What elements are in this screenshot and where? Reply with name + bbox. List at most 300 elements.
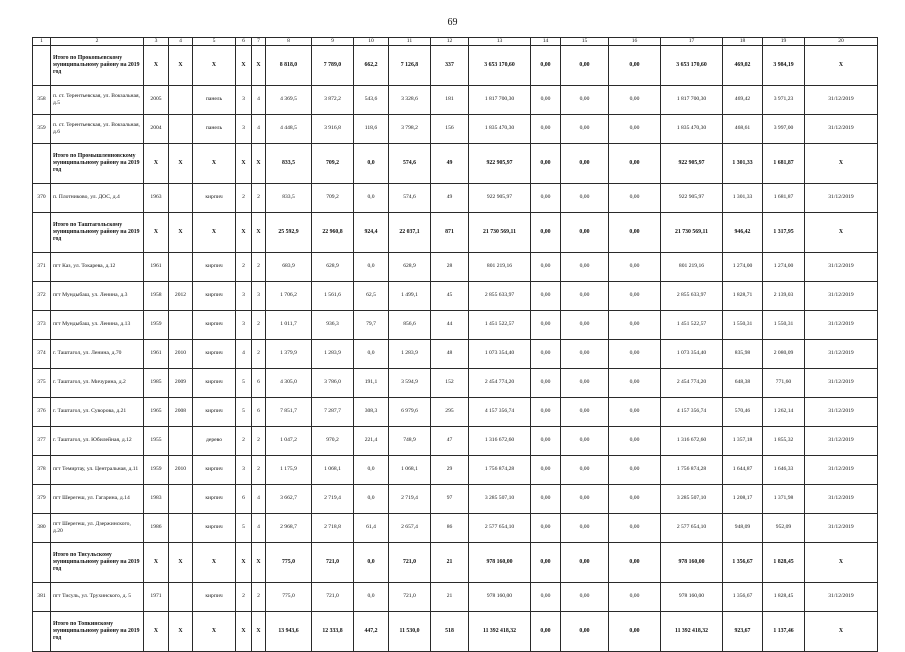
district-total-row <box>33 143 878 183</box>
district-total-row <box>33 611 878 651</box>
cell-c6: 3 <box>236 310 252 339</box>
cell-c5: X <box>193 45 236 85</box>
cell-c16: 0,00 <box>609 85 661 114</box>
cell-c10: 62,5 <box>354 281 389 310</box>
cell-c17: 3 285 507,10 <box>661 484 723 513</box>
cell-c13: 2 855 633,97 <box>469 281 531 310</box>
building-row <box>33 183 878 212</box>
cell-c3: 1959 <box>144 455 169 484</box>
row-number <box>33 611 51 651</box>
cell-c6: 5 <box>236 368 252 397</box>
column-number: 5 <box>193 38 236 46</box>
building-row <box>33 513 878 542</box>
cell-c5: X <box>193 542 236 582</box>
cell-c11: 3 328,6 <box>389 85 431 114</box>
row-number: 370 <box>33 183 51 212</box>
cell-c15: 0,00 <box>561 114 609 143</box>
building-row <box>33 397 878 426</box>
district-total-label: Итого по Тисульскому муниципальному району на 2019 год <box>51 542 144 582</box>
cell-c15: 0,00 <box>561 281 609 310</box>
cell-c7: 2 <box>252 310 266 339</box>
cell-c7: X <box>252 542 266 582</box>
cell-c7: X <box>252 45 266 85</box>
row-number: 372 <box>33 281 51 310</box>
cell-c19: 3 971,23 <box>763 85 805 114</box>
cell-c16: 0,00 <box>609 426 661 455</box>
cell-c6: 2 <box>236 582 252 611</box>
district-total-label: Итого по Промышленновскому муниципальному району на 2019 год <box>51 143 144 183</box>
cell-c7: 4 <box>252 513 266 542</box>
cell-c15: 0,00 <box>561 513 609 542</box>
cell-c4: 2010 <box>169 455 193 484</box>
cell-c18: 835,98 <box>723 339 763 368</box>
cell-c14: 0,00 <box>531 484 561 513</box>
cell-c19: 1 646,33 <box>763 455 805 484</box>
building-address: пгт Каз, ул. Токарева, д.12 <box>51 252 144 281</box>
building-row <box>33 281 878 310</box>
row-number: 359 <box>33 114 51 143</box>
cell-c19: 952,09 <box>763 513 805 542</box>
cell-c11: 3 594,9 <box>389 368 431 397</box>
cell-c7: 2 <box>252 339 266 368</box>
cell-c4: X <box>169 542 193 582</box>
cell-c4: X <box>169 45 193 85</box>
cell-c13: 2 454 774,20 <box>469 368 531 397</box>
cell-c5: X <box>193 212 236 252</box>
cell-c12: 49 <box>431 143 469 183</box>
column-number: 8 <box>266 38 312 46</box>
cell-c15: 0,00 <box>561 611 609 651</box>
cell-c15: 0,00 <box>561 542 609 582</box>
cell-c14: 0,00 <box>531 114 561 143</box>
cell-c16: 0,00 <box>609 513 661 542</box>
building-address: г. Таштагол, ул. Ленина, д.70 <box>51 339 144 368</box>
building-address: пгт Тисуль, ул. Трухинского, д. 5 <box>51 582 144 611</box>
cell-c20: 31/12/2019 <box>805 310 878 339</box>
cell-c14: 0,00 <box>531 611 561 651</box>
column-number: 11 <box>389 38 431 46</box>
cell-c12: 48 <box>431 339 469 368</box>
row-number: 375 <box>33 368 51 397</box>
building-address: пгт Шерегеш, ул. Гагарина, д.14 <box>51 484 144 513</box>
building-row <box>33 252 878 281</box>
row-number <box>33 212 51 252</box>
row-number: 373 <box>33 310 51 339</box>
cell-c14: 0,00 <box>531 542 561 582</box>
cell-c19: 771,60 <box>763 368 805 397</box>
cell-c6: 5 <box>236 513 252 542</box>
row-number <box>33 542 51 582</box>
cell-c10: 0,0 <box>354 455 389 484</box>
cell-c11: 856,6 <box>389 310 431 339</box>
cell-c15: 0,00 <box>561 45 609 85</box>
row-number <box>33 45 51 85</box>
cell-c14: 0,00 <box>531 582 561 611</box>
cell-c3: 2004 <box>144 114 169 143</box>
cell-c7: 4 <box>252 114 266 143</box>
cell-c12: 337 <box>431 45 469 85</box>
building-address: г. Таштагол, ул. Суворова, д.21 <box>51 397 144 426</box>
building-address: г. Таштагол, ул. Мичурина, д.2 <box>51 368 144 397</box>
column-number: 10 <box>354 38 389 46</box>
cell-c18: 948,09 <box>723 513 763 542</box>
cell-c20: 31/12/2019 <box>805 252 878 281</box>
cell-c8: 13 943,6 <box>266 611 312 651</box>
cell-c6: X <box>236 542 252 582</box>
cell-c18: 1 208,17 <box>723 484 763 513</box>
cell-c16: 0,00 <box>609 611 661 651</box>
cell-c3: X <box>144 611 169 651</box>
cell-c12: 152 <box>431 368 469 397</box>
cell-c7: 4 <box>252 484 266 513</box>
cell-c19: 2 080,09 <box>763 339 805 368</box>
column-number: 4 <box>169 38 193 46</box>
cell-c8: 775,0 <box>266 582 312 611</box>
row-number: 380 <box>33 513 51 542</box>
cell-c7: 6 <box>252 397 266 426</box>
cell-c13: 978 160,00 <box>469 582 531 611</box>
cell-c7: 2 <box>252 582 266 611</box>
cell-c9: 7 789,0 <box>312 45 354 85</box>
column-number: 2 <box>51 38 144 46</box>
cell-c18: 469,02 <box>723 45 763 85</box>
cell-c18: 1 357,18 <box>723 426 763 455</box>
cell-c8: 7 851,7 <box>266 397 312 426</box>
cell-c14: 0,00 <box>531 310 561 339</box>
cell-c13: 801 219,16 <box>469 252 531 281</box>
cell-c16: 0,00 <box>609 455 661 484</box>
cell-c12: 49 <box>431 183 469 212</box>
cell-c18: 648,38 <box>723 368 763 397</box>
cell-c11: 574,6 <box>389 183 431 212</box>
cell-c6: 6 <box>236 484 252 513</box>
cell-c10: 308,3 <box>354 397 389 426</box>
cell-c8: 1 706,2 <box>266 281 312 310</box>
cell-c12: 44 <box>431 310 469 339</box>
cell-c13: 4 157 356,74 <box>469 397 531 426</box>
cell-c17: 1 756 874,28 <box>661 455 723 484</box>
column-number: 13 <box>469 38 531 46</box>
cell-c14: 0,00 <box>531 45 561 85</box>
building-row <box>33 455 878 484</box>
cell-c3: 1963 <box>144 183 169 212</box>
cell-c14: 0,00 <box>531 252 561 281</box>
cell-c20: X <box>805 212 878 252</box>
cell-c16: 0,00 <box>609 397 661 426</box>
cell-c10: 543,6 <box>354 85 389 114</box>
cell-c13: 1 073 354,40 <box>469 339 531 368</box>
cell-c17: 1 835 470,30 <box>661 114 723 143</box>
column-number: 15 <box>561 38 609 46</box>
cell-c11: 721,0 <box>389 542 431 582</box>
cell-c5: X <box>193 611 236 651</box>
cell-c7: X <box>252 212 266 252</box>
cell-c6: X <box>236 45 252 85</box>
cell-c11: 628,9 <box>389 252 431 281</box>
cell-c12: 29 <box>431 455 469 484</box>
cell-c8: 1 379,9 <box>266 339 312 368</box>
cell-c15: 0,00 <box>561 397 609 426</box>
cell-c14: 0,00 <box>531 281 561 310</box>
cell-c3: 1958 <box>144 281 169 310</box>
cell-c3: X <box>144 143 169 183</box>
cell-c12: 28 <box>431 252 469 281</box>
cell-c11: 574,6 <box>389 143 431 183</box>
cell-c6: 5 <box>236 397 252 426</box>
cell-c17: 922 905,97 <box>661 183 723 212</box>
cell-c20: 31/12/2019 <box>805 85 878 114</box>
cell-c9: 3 872,2 <box>312 85 354 114</box>
cell-c15: 0,00 <box>561 426 609 455</box>
cell-c15: 0,00 <box>561 212 609 252</box>
cell-c7: 2 <box>252 252 266 281</box>
cell-c12: 156 <box>431 114 469 143</box>
cell-c19: 1 828,45 <box>763 542 805 582</box>
cell-c6: 3 <box>236 281 252 310</box>
cell-c10: 0,0 <box>354 339 389 368</box>
cell-c18: 1 828,71 <box>723 281 763 310</box>
cell-c4 <box>169 252 193 281</box>
cell-c9: 721,0 <box>312 582 354 611</box>
cell-c5: кирпич <box>193 339 236 368</box>
row-number <box>33 143 51 183</box>
cell-c6: X <box>236 143 252 183</box>
building-address: пгт Мундыбаш, ул. Ленина, д.13 <box>51 310 144 339</box>
cell-c5: X <box>193 143 236 183</box>
cell-c3: 1986 <box>144 513 169 542</box>
district-total-label: Итого по Прокопьевскому муниципальному району на 2019 год <box>51 45 144 85</box>
column-number: 1 <box>33 38 51 46</box>
cell-c20: X <box>805 45 878 85</box>
cell-c11: 1 283,9 <box>389 339 431 368</box>
building-row <box>33 114 878 143</box>
cell-c10: 61,4 <box>354 513 389 542</box>
cell-c15: 0,00 <box>561 310 609 339</box>
cell-c15: 0,00 <box>561 455 609 484</box>
row-number: 371 <box>33 252 51 281</box>
cell-c10: 191,1 <box>354 368 389 397</box>
cell-c18: 469,42 <box>723 85 763 114</box>
district-total-row <box>33 542 878 582</box>
cell-c20: 31/12/2019 <box>805 281 878 310</box>
row-number: 376 <box>33 397 51 426</box>
column-number: 19 <box>763 38 805 46</box>
cell-c17: 922 905,97 <box>661 143 723 183</box>
column-number: 9 <box>312 38 354 46</box>
cell-c16: 0,00 <box>609 281 661 310</box>
cell-c12: 295 <box>431 397 469 426</box>
cell-c15: 0,00 <box>561 368 609 397</box>
cell-c18: 570,46 <box>723 397 763 426</box>
cell-c16: 0,00 <box>609 310 661 339</box>
cell-c8: 25 592,9 <box>266 212 312 252</box>
cell-c8: 833,5 <box>266 183 312 212</box>
building-row <box>33 310 878 339</box>
cell-c20: 31/12/2019 <box>805 339 878 368</box>
cell-c9: 970,2 <box>312 426 354 455</box>
cell-c20: 31/12/2019 <box>805 455 878 484</box>
cell-c9: 2 718,8 <box>312 513 354 542</box>
cell-c6: X <box>236 212 252 252</box>
cell-c9: 936,3 <box>312 310 354 339</box>
cell-c3: 1983 <box>144 484 169 513</box>
cell-c4: 2012 <box>169 281 193 310</box>
cell-c12: 181 <box>431 85 469 114</box>
cell-c17: 3 653 170,60 <box>661 45 723 85</box>
cell-c3: 1961 <box>144 252 169 281</box>
cell-c17: 2 855 633,97 <box>661 281 723 310</box>
cell-c3: 1971 <box>144 582 169 611</box>
cell-c16: 0,00 <box>609 339 661 368</box>
cell-c6: 3 <box>236 85 252 114</box>
cell-c11: 22 037,1 <box>389 212 431 252</box>
cell-c7: X <box>252 611 266 651</box>
cell-c10: 0,0 <box>354 582 389 611</box>
cell-c13: 978 160,00 <box>469 542 531 582</box>
row-number: 377 <box>33 426 51 455</box>
cell-c17: 1 073 354,40 <box>661 339 723 368</box>
cell-c6: 3 <box>236 455 252 484</box>
cell-c10: 924,4 <box>354 212 389 252</box>
column-number: 3 <box>144 38 169 46</box>
cell-c12: 97 <box>431 484 469 513</box>
cell-c20: 31/12/2019 <box>805 183 878 212</box>
cell-c8: 4 369,5 <box>266 85 312 114</box>
cell-c18: 1 274,00 <box>723 252 763 281</box>
cell-c9: 12 333,8 <box>312 611 354 651</box>
cell-c5: кирпич <box>193 582 236 611</box>
cell-c8: 4 448,5 <box>266 114 312 143</box>
cell-c19: 3 984,19 <box>763 45 805 85</box>
cell-c12: 21 <box>431 542 469 582</box>
row-number: 379 <box>33 484 51 513</box>
cell-c8: 1 175,9 <box>266 455 312 484</box>
cell-c14: 0,00 <box>531 143 561 183</box>
cell-c9: 2 719,4 <box>312 484 354 513</box>
cell-c20: 31/12/2019 <box>805 426 878 455</box>
cell-c19: 3 997,00 <box>763 114 805 143</box>
cell-c4 <box>169 85 193 114</box>
cell-c4: 2009 <box>169 368 193 397</box>
cell-c19: 1 828,45 <box>763 582 805 611</box>
cell-c6: X <box>236 611 252 651</box>
cell-c15: 0,00 <box>561 252 609 281</box>
cell-c12: 45 <box>431 281 469 310</box>
cell-c5: панель <box>193 85 236 114</box>
cell-c13: 922 905,97 <box>469 143 531 183</box>
building-row <box>33 85 878 114</box>
cell-c15: 0,00 <box>561 339 609 368</box>
cell-c12: 21 <box>431 582 469 611</box>
cell-c19: 1 681,87 <box>763 143 805 183</box>
cell-c5: кирпич <box>193 484 236 513</box>
cell-c12: 871 <box>431 212 469 252</box>
cell-c11: 2 719,4 <box>389 484 431 513</box>
cell-c17: 2 577 654,10 <box>661 513 723 542</box>
cell-c5: кирпич <box>193 455 236 484</box>
cell-c9: 3 786,0 <box>312 368 354 397</box>
cell-c13: 1 817 700,30 <box>469 85 531 114</box>
cell-c17: 1 817 700,30 <box>661 85 723 114</box>
cell-c19: 1 550,31 <box>763 310 805 339</box>
cell-c11: 3 798,2 <box>389 114 431 143</box>
cell-c19: 1 274,00 <box>763 252 805 281</box>
cell-c19: 1 137,46 <box>763 611 805 651</box>
cell-c8: 2 968,7 <box>266 513 312 542</box>
cell-c15: 0,00 <box>561 143 609 183</box>
column-number: 7 <box>252 38 266 46</box>
cell-c9: 7 287,7 <box>312 397 354 426</box>
cell-c9: 709,2 <box>312 143 354 183</box>
cell-c17: 2 454 774,20 <box>661 368 723 397</box>
cell-c4 <box>169 582 193 611</box>
cell-c11: 11 530,0 <box>389 611 431 651</box>
cell-c20: X <box>805 611 878 651</box>
cell-c3: X <box>144 45 169 85</box>
cell-c8: 1 011,7 <box>266 310 312 339</box>
cell-c14: 0,00 <box>531 183 561 212</box>
cell-c4: X <box>169 212 193 252</box>
cell-c5: кирпич <box>193 310 236 339</box>
cell-c12: 86 <box>431 513 469 542</box>
building-address: г. Таштагол, ул. Юбилейная, д.12 <box>51 426 144 455</box>
cell-c18: 1 301,33 <box>723 143 763 183</box>
cell-c3: 1965 <box>144 397 169 426</box>
cell-c16: 0,00 <box>609 212 661 252</box>
cell-c6: 2 <box>236 426 252 455</box>
building-address: п. Плотниково, ул. ДОС, д.4 <box>51 183 144 212</box>
building-address: пгт Темиртау, ул. Центральная, д.11 <box>51 455 144 484</box>
cell-c16: 0,00 <box>609 183 661 212</box>
cell-c13: 1 451 522,57 <box>469 310 531 339</box>
cell-c13: 3 285 507,10 <box>469 484 531 513</box>
cell-c3: 1959 <box>144 310 169 339</box>
cell-c20: X <box>805 143 878 183</box>
cell-c15: 0,00 <box>561 484 609 513</box>
cell-c4 <box>169 183 193 212</box>
cell-c8: 8 818,0 <box>266 45 312 85</box>
building-address: пгт Шерегеш, ул. Дзержинского, д.20 <box>51 513 144 542</box>
cell-c17: 978 160,00 <box>661 542 723 582</box>
cell-c20: 31/12/2019 <box>805 368 878 397</box>
cell-c11: 7 126,8 <box>389 45 431 85</box>
cell-c10: 447,2 <box>354 611 389 651</box>
cell-c17: 1 451 522,57 <box>661 310 723 339</box>
cell-c17: 11 392 418,32 <box>661 611 723 651</box>
district-total-row <box>33 212 878 252</box>
column-number: 17 <box>661 38 723 46</box>
cell-c13: 1 835 470,30 <box>469 114 531 143</box>
cell-c5: кирпич <box>193 397 236 426</box>
cell-c6: 4 <box>236 339 252 368</box>
column-number: 16 <box>609 38 661 46</box>
cell-c5: дерево <box>193 426 236 455</box>
cell-c9: 22 960,8 <box>312 212 354 252</box>
building-row <box>33 582 878 611</box>
district-total-row <box>33 45 878 85</box>
cell-c13: 11 392 418,32 <box>469 611 531 651</box>
column-number: 20 <box>805 38 878 46</box>
cell-c18: 1 301,33 <box>723 183 763 212</box>
row-number: 381 <box>33 582 51 611</box>
cell-c13: 21 730 569,11 <box>469 212 531 252</box>
building-row <box>33 426 878 455</box>
building-row <box>33 339 878 368</box>
cell-c11: 2 657,4 <box>389 513 431 542</box>
cell-c13: 3 653 170,60 <box>469 45 531 85</box>
cell-c9: 628,9 <box>312 252 354 281</box>
cell-c19: 1 681,87 <box>763 183 805 212</box>
